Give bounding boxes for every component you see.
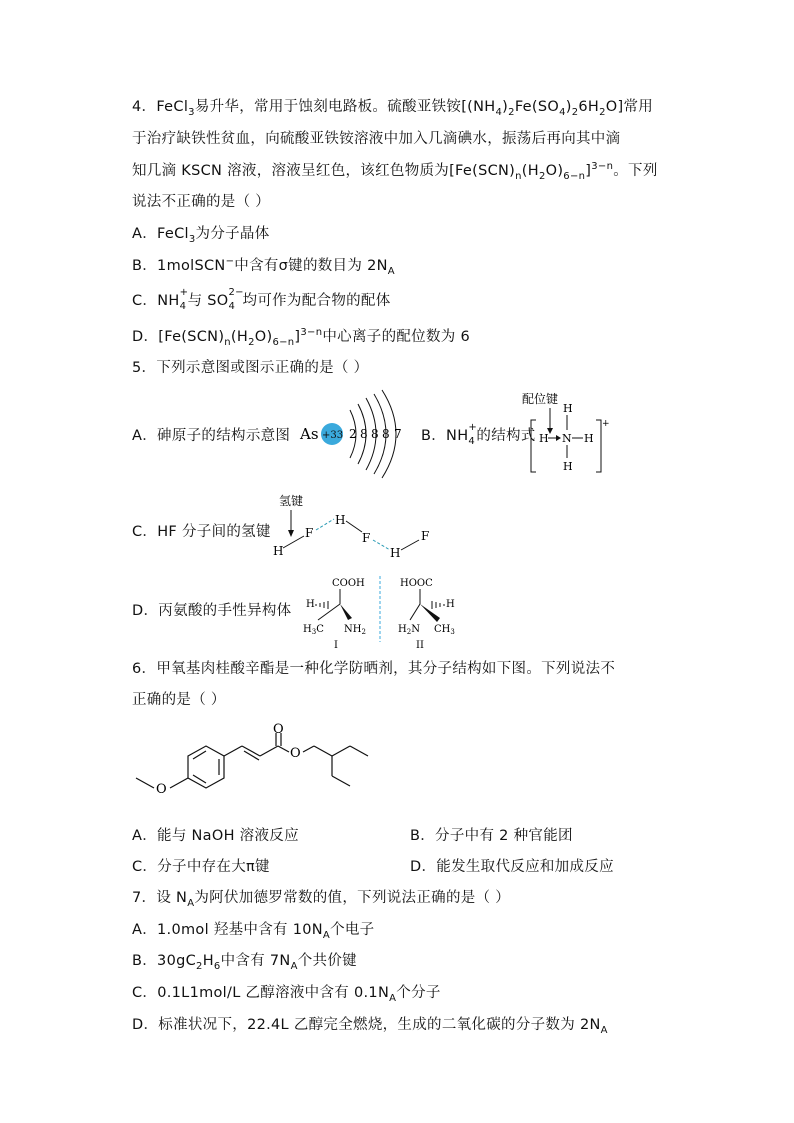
shell-count-5: 7 — [394, 427, 402, 441]
right-bracket — [596, 420, 601, 472]
label-roman-i: I — [334, 640, 338, 651]
q4-line-4: 说法不正确的是（ ） — [132, 194, 271, 210]
dative-bond-arrow-icon — [556, 435, 561, 441]
shell-count-1: 2 — [349, 427, 357, 441]
q7-option-a: A．1.0mol 羟基中含有 $10N_A$个电子 — [132, 922, 375, 941]
ch3-label: $CH_3$ — [434, 624, 455, 636]
q7-option-c: C．0.1L1mol/L 乙醇溶液中含有 $0.1N_A$个分子 — [132, 985, 441, 1004]
q6-option-d: D．能发生取代反应和加成反应 — [410, 859, 614, 875]
hf-hydrogen-bond-diagram — [268, 488, 438, 564]
q5-option-a: A．砷原子的结构示意图 — [132, 428, 291, 444]
h3c-label: $H_3C$ — [303, 624, 324, 636]
hooc-label: HOOC — [400, 578, 433, 589]
q6-line-1: 6．甲氧基肉桂酸辛酯是一种化学防晒剂，其分子结构如下图。下列说法不 — [132, 661, 616, 677]
cooh-label: COOH — [332, 578, 365, 589]
q6-option-b: B．分子中有 2 种官能团 — [410, 828, 573, 844]
h2n-label: $H_2N$ — [398, 624, 420, 636]
enantiomer-i — [303, 578, 366, 651]
q6-option-a: A．能与 NaOH 溶液反应 — [132, 828, 299, 844]
q6-option-c: C．分子中存在大π键 — [132, 859, 270, 875]
q4-option-d: D．$[Fe(SCN)_n(H_2O)_{6-n}]^{3-n}$中心离子的配位数为 6 — [132, 327, 471, 348]
q4-option-b: B．1molSCN−中含有σ键的数目为 $2N_A$ — [132, 256, 395, 277]
carbonyl-oxygen: O — [273, 722, 284, 737]
hydrogen-bond-label: 氢键 — [279, 494, 304, 508]
shell-count-3: 8 — [371, 427, 379, 441]
h-right: H — [584, 432, 594, 445]
q4-line-3: 知几滴 KSCN 溶液，溶液呈红色，该红色物质为$[Fe(SCN)_n(H_2O)_{6-n}]^{3-n}$。下列 — [132, 161, 658, 182]
h-atom-1: H — [273, 544, 284, 558]
h-right-ii: H — [446, 599, 455, 610]
q5-option-b: B．NH + 4 的结构式 — [421, 422, 536, 447]
q4-line-1: 4．FeCl$_3$易升华，常用于蚀刻电路板。硫酸亚铁铵$[(NH_4)_2Fe(SO_4)_26H_2O]$常用 — [132, 99, 654, 118]
hbond-arrow-icon — [288, 530, 294, 537]
n-center: N — [562, 432, 572, 445]
h-left-i: H — [306, 599, 315, 610]
f-atom-1: F — [305, 526, 314, 540]
shell-count-4: 8 — [382, 427, 390, 441]
ester-oxygen: O — [290, 746, 301, 761]
wedge-bond-ii — [420, 604, 440, 622]
hbond-dashed-1 — [316, 519, 334, 530]
octyl-methoxycinnamate-structure — [126, 722, 376, 814]
h-bottom: H — [563, 460, 573, 473]
coordinate-bond-label: 配位键 — [522, 392, 559, 406]
nucleus-charge: +33 — [322, 430, 344, 441]
wedge-bond-i — [340, 604, 352, 620]
enantiomer-ii — [398, 578, 455, 651]
nh2-label: $NH_2$ — [344, 624, 366, 636]
h-left: H — [539, 432, 549, 445]
alanine-enantiomers-diagram — [292, 572, 472, 652]
ion-charge: + — [602, 419, 610, 429]
q4-line-2: 于治疗缺铁性贫血，向硫酸亚铁铵溶液中加入几滴碘水，振荡后再向其中滴 — [132, 131, 621, 147]
q4-option-c: C．NH + 4 与 SO 2− 4 均可作为配合物的配体 — [132, 287, 391, 312]
q7-option-b: B．$30gC_2H_6$中含有 $7N_A$个共价键 — [132, 953, 357, 972]
methoxy-oxygen: O — [156, 782, 167, 797]
q6-line-2: 正确的是（ ） — [132, 692, 226, 708]
q5-stem: 5．下列示意图或图示正确的是（ ） — [132, 360, 369, 376]
h-atom-2: H — [335, 513, 346, 527]
h-top: H — [563, 402, 573, 415]
q7-stem: 7．设 $N_A$为阿伏加德罗常数的值，下列说法正确的是（ ） — [132, 890, 511, 909]
arsenic-atom-diagram — [296, 388, 416, 480]
q5-option-d: D．丙氨酸的手性异构体 — [132, 603, 292, 619]
f-atom-3: F — [421, 529, 430, 543]
hbond-dashed-2 — [373, 540, 390, 550]
h-atom-3: H — [390, 546, 401, 560]
label-roman-ii: II — [416, 640, 424, 651]
atom-symbol: As — [300, 425, 319, 443]
ammonium-structure-diagram — [520, 388, 610, 480]
q4-option-a: A．FeCl$_3$为分子晶体 — [132, 226, 270, 245]
left-bracket — [531, 420, 536, 472]
q7-option-d: D．标准状况下，22.4L 乙醇完全燃烧，生成的二氧化碳的分子数为 $2N_A$ — [132, 1017, 608, 1036]
shell-count-2: 8 — [360, 427, 368, 441]
f-atom-2: F — [362, 531, 371, 545]
q5-option-c: C．HF 分子间的氢键 — [132, 524, 271, 540]
